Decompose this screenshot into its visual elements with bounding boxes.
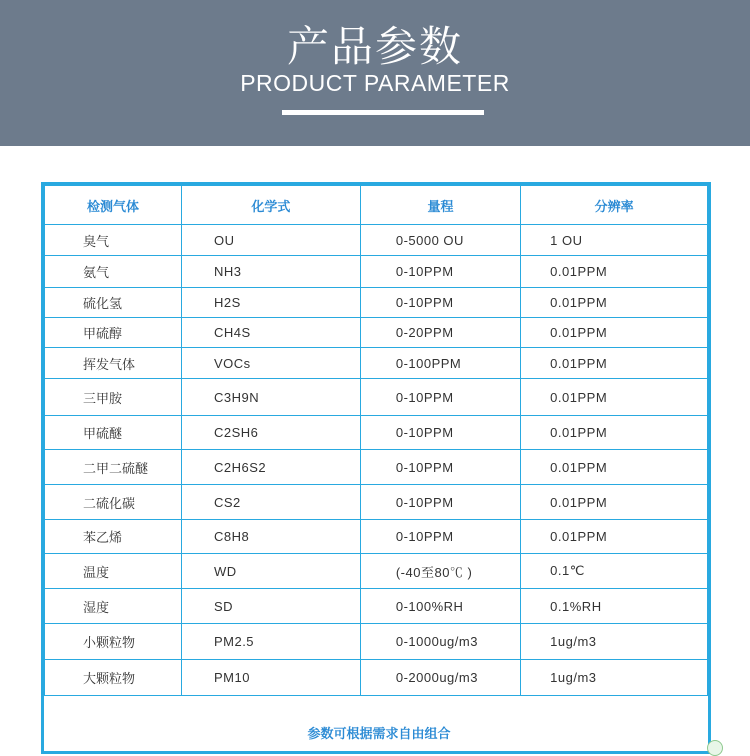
- footer-note: 参数可根据需求自由组合: [307, 727, 451, 742]
- page-subtitle: PRODUCT PARAMETER: [240, 70, 510, 96]
- cell-range: 0-10PPM: [360, 520, 520, 554]
- table-row: [45, 450, 708, 485]
- cell-formula: CH4S: [181, 318, 360, 348]
- title-underline: [282, 110, 484, 115]
- table-row: [45, 416, 708, 450]
- parameter-table: [44, 185, 708, 696]
- cell-range: 0-10PPM: [360, 288, 520, 318]
- column-header-range: 量程: [360, 186, 520, 225]
- cell-gas: 三甲胺: [45, 379, 182, 416]
- column-header-resolution: 分辨率: [521, 186, 708, 225]
- cell-gas: 苯乙烯: [45, 520, 182, 554]
- cell-resolution: 0.1%RH: [521, 589, 708, 624]
- cell-formula: C2SH6: [181, 416, 360, 450]
- table-row: [45, 554, 708, 589]
- cell-range: 0-5000 OU: [360, 225, 520, 256]
- table-row: [45, 660, 708, 696]
- cell-range: 0-10PPM: [360, 485, 520, 520]
- cell-resolution: 0.01PPM: [521, 379, 708, 416]
- cell-formula: NH3: [181, 256, 360, 288]
- cell-resolution: 0.01PPM: [521, 256, 708, 288]
- cell-range: 0-10PPM: [360, 256, 520, 288]
- table-row: [45, 520, 708, 554]
- column-header-gas: 检测气体: [45, 186, 182, 225]
- cell-range: 0-1000ug/m3: [360, 624, 520, 660]
- cell-gas: 小颗粒物: [45, 624, 182, 660]
- cell-range: 0-100%RH: [360, 589, 520, 624]
- cell-range: (-40至80℃ ): [360, 554, 520, 589]
- table-header-row: [45, 186, 708, 225]
- cell-resolution: 0.01PPM: [521, 348, 708, 379]
- column-header-formula: 化学式: [181, 186, 360, 225]
- table-row: [45, 288, 708, 318]
- cell-gas: 硫化氢: [45, 288, 182, 318]
- cell-gas: 湿度: [45, 589, 182, 624]
- table-row: [45, 589, 708, 624]
- cell-gas: 二硫化碳: [45, 485, 182, 520]
- cell-formula: PM2.5: [181, 624, 360, 660]
- cell-formula: SD: [181, 589, 360, 624]
- table-row: [45, 225, 708, 256]
- table-row: [45, 348, 708, 379]
- cell-formula: H2S: [181, 288, 360, 318]
- cell-gas: 挥发气体: [45, 348, 182, 379]
- cell-gas: 甲硫醚: [45, 416, 182, 450]
- cell-formula: VOCs: [181, 348, 360, 379]
- cell-gas: 臭气: [45, 225, 182, 256]
- table-row: [45, 624, 708, 660]
- cell-resolution: 0.01PPM: [521, 520, 708, 554]
- cell-formula: C2H6S2: [181, 450, 360, 485]
- cell-resolution: 1 OU: [521, 225, 708, 256]
- cell-formula: C8H8: [181, 520, 360, 554]
- cell-resolution: 0.1℃: [521, 554, 708, 589]
- cell-resolution: 0.01PPM: [521, 318, 708, 348]
- status-icon: [707, 740, 723, 756]
- cell-resolution: 0.01PPM: [521, 288, 708, 318]
- cell-resolution: 1ug/m3: [521, 660, 708, 696]
- table-row: [45, 379, 708, 416]
- table-body: [45, 225, 708, 696]
- parameter-table-container: [41, 182, 711, 754]
- cell-formula: PM10: [181, 660, 360, 696]
- cell-resolution: 0.01PPM: [521, 416, 708, 450]
- cell-resolution: 0.01PPM: [521, 450, 708, 485]
- table-row: [45, 318, 708, 348]
- cell-formula: OU: [181, 225, 360, 256]
- page-title: 产品参数: [286, 22, 463, 71]
- cell-gas: 温度: [45, 554, 182, 589]
- cell-gas: 二甲二硫醚: [45, 450, 182, 485]
- table-row: [45, 485, 708, 520]
- cell-formula: C3H9N: [181, 379, 360, 416]
- cell-range: 0-100PPM: [360, 348, 520, 379]
- cell-resolution: 1ug/m3: [521, 624, 708, 660]
- cell-formula: CS2: [181, 485, 360, 520]
- cell-gas: 氨气: [45, 256, 182, 288]
- cell-range: 0-20PPM: [360, 318, 520, 348]
- cell-range: 0-10PPM: [360, 416, 520, 450]
- cell-resolution: 0.01PPM: [521, 485, 708, 520]
- cell-range: 0-2000ug/m3: [360, 660, 520, 696]
- cell-gas: 甲硫醇: [45, 318, 182, 348]
- cell-gas: 大颗粒物: [45, 660, 182, 696]
- header-banner: [0, 0, 750, 146]
- cell-formula: WD: [181, 554, 360, 589]
- table-row: [45, 256, 708, 288]
- cell-range: 0-10PPM: [360, 379, 520, 416]
- cell-range: 0-10PPM: [360, 450, 520, 485]
